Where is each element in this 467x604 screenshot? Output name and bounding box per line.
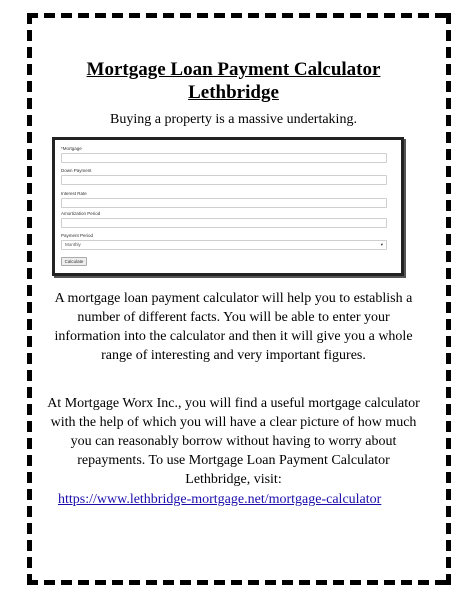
title-line-1: Mortgage Loan Payment Calculator bbox=[86, 59, 381, 80]
amortization-label: Amortization Period bbox=[61, 211, 101, 216]
down-payment-input[interactable] bbox=[61, 175, 387, 185]
calculate-button[interactable]: Calculate bbox=[61, 257, 87, 266]
page-border-left bbox=[27, 13, 32, 585]
payment-period-value: Monthly bbox=[65, 242, 81, 247]
mortgage-label: *Mortgage bbox=[61, 146, 82, 151]
chevron-down-icon: ▾ bbox=[380, 242, 383, 247]
interest-rate-input[interactable] bbox=[61, 198, 387, 208]
paragraph-intro: A mortgage loan payment calculator will help you to establish a number of different facts. You will be able to enter your information into the calculator and then it will give you a whole range of interesting and very important figures. bbox=[54, 291, 413, 363]
page-subtitle: Buying a property is a massive undertaking. bbox=[110, 112, 357, 127]
page-border-top bbox=[27, 13, 451, 18]
calculator-link[interactable]: https://www.lethbridge-mortgage.net/mortgage-calculator bbox=[58, 492, 382, 507]
page-border-right bbox=[446, 13, 451, 585]
calculator-screenshot bbox=[52, 137, 404, 276]
payment-period-label: Payment Period bbox=[61, 233, 94, 238]
payment-period-select[interactable] bbox=[61, 240, 387, 250]
page-border-bottom bbox=[27, 580, 451, 585]
page-title bbox=[40, 58, 427, 104]
interest-rate-label: Interest Rate bbox=[61, 191, 87, 196]
paragraph-mortgage-worx: At Mortgage Worx Inc., you will find a useful mortgage calculator with the help of which you will have a clear picture of how much you can reasonably borrow without having to worry about repayments. To use Mortgage Loan Payment Calculator Lethbridge, visit: bbox=[47, 396, 420, 487]
title-line-2: Lethbridge bbox=[188, 82, 279, 103]
amortization-input[interactable] bbox=[61, 218, 387, 228]
down-payment-label: Down Payment bbox=[61, 168, 92, 173]
mortgage-input[interactable] bbox=[61, 153, 387, 163]
